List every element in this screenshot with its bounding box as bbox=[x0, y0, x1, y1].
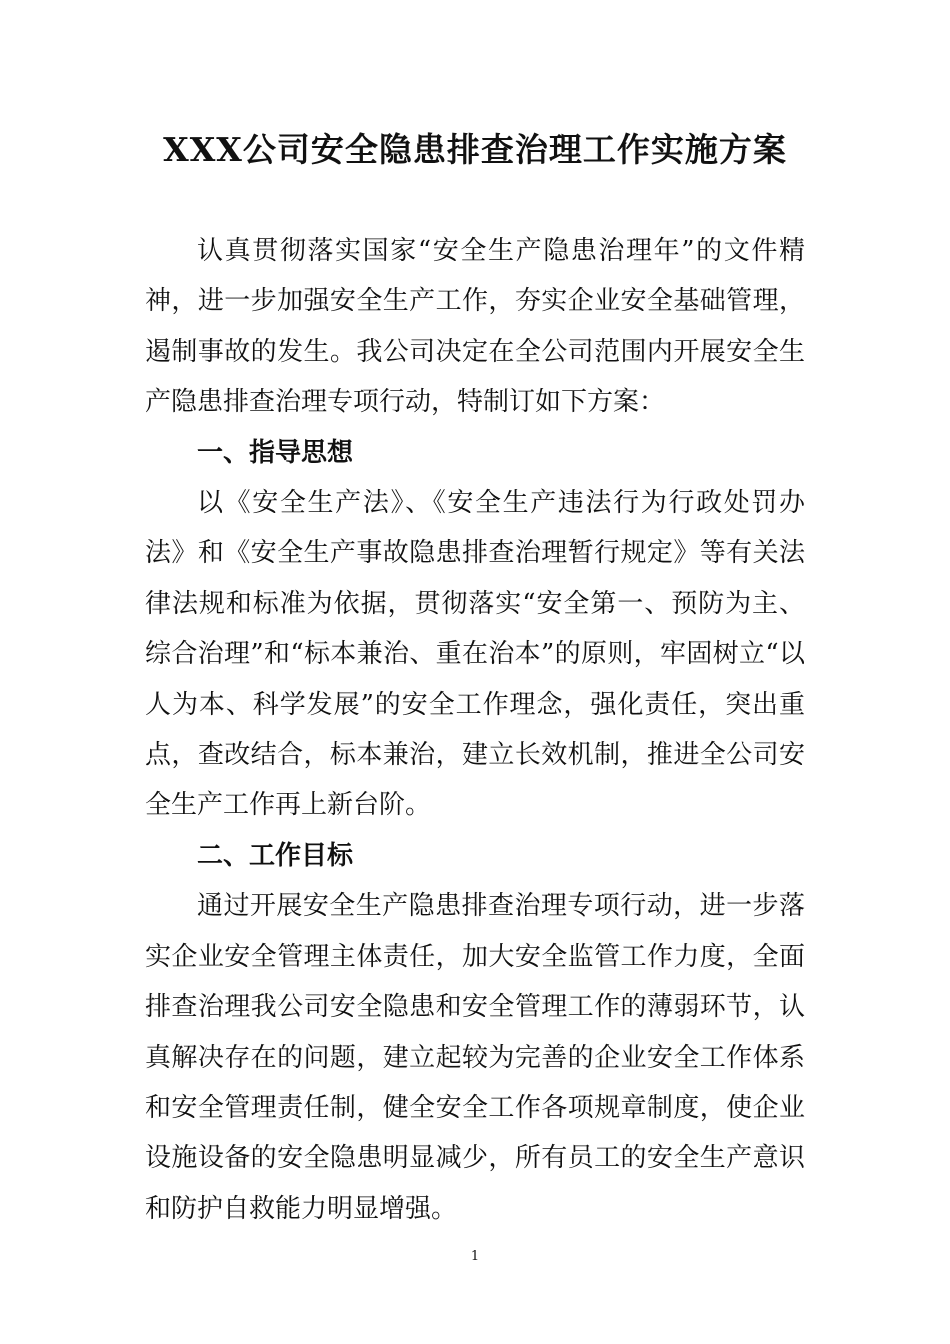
section-body-work-goals: 通过开展安全生产隐患排查治理专项行动，进一步落实企业安全管理主体责任，加大安全监管工作力度，全面排查治理我公司安全隐患和安全管理工作的薄弱环节，认真解决存在的问题，建立起较为完善的企业安全工作体系和安全管理责任制，健全安全工作各项规章制度，使企业设施设备的安全隐患明显减少，所有员工的安全生产意识和防护自救能力明显增强。 bbox=[145, 891, 805, 1224]
section-heading-guiding-ideology: 一、指导思想 bbox=[197, 437, 354, 468]
document-body bbox=[145, 226, 805, 1234]
document-title: XXX公司安全隐患排查治理工作实施方案 bbox=[163, 130, 787, 169]
section-heading-work-goals: 二、工作目标 bbox=[197, 840, 354, 871]
intro-paragraph: 认真贯彻落实国家“安全生产隐患治理年”的文件精神，进一步加强安全生产工作，夯实企业安全基础管理，遏制事故的发生。我公司决定在全公司范围内开展安全生产隐患排查治理专项行动，特制订如下方案： bbox=[145, 236, 805, 418]
page-number: 1 bbox=[470, 1249, 480, 1264]
section-body-guiding-ideology: 以《安全生产法》、《安全生产违法行为行政处罚办法》和《安全生产事故隐患排查治理暂行规定》等有关法律法规和标准为依据，贯彻落实“安全第一、预防为主、综合治理”和“标本兼治、重在治本”的原则，牢固树立“以人为本、科学发展”的安全工作理念，强化责任，突出重点，查改结合，标本兼治，建立长效机制，推进全公司安全生产工作再上新台阶。 bbox=[145, 488, 805, 821]
